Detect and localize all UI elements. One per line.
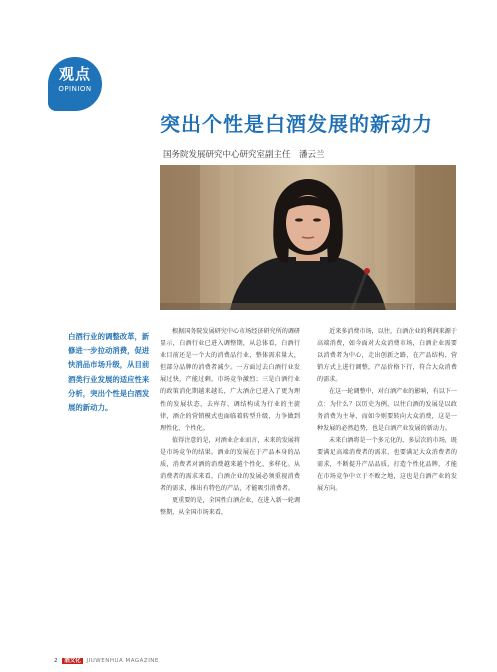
opinion-badge: [48, 57, 102, 111]
body-paragraph: 根据国务院发展研究中心市场经济研究所的调研显示，白酒行业已进入调整期，从总体看，白酒行业目前还是一个大的消费品行业，整体需求量大，但部分品牌的消费者减少。一方面过去白酒行业发展过快，产能过剩，市场竞争激烈；三是白酒行业的政策消化期越来越长，广大酒企已进入了更为理性的发展状态，去库存、调结构成为行业的主旋律，酒企的营销模式也面临着转型升级，力争做到理性化、个性化。: [160, 328, 300, 432]
page-footer: [54, 656, 159, 666]
page-number: 2: [54, 658, 58, 664]
body-column-2: [317, 326, 457, 495]
article-byline: 国务院发展研究中心研究室副主任 潘云兰: [163, 150, 325, 160]
article-title: 突出个性是白酒发展的新动力: [160, 112, 433, 136]
pull-quote: 白酒行业的调整改革，新修进一步拉动消费，促进快消品市场升级，从目前酒类行业发展的适应性来分析，突出个性是白酒发展的新动力。: [68, 332, 150, 413]
speaker-photo: [160, 165, 456, 310]
body-paragraph: 在这一轮调整中，对白酒产业的影响，有以下一点：为什么？以历史为例，以往白酒的发展是以政务消费为主导，而如今则要转向大众消费，这是一种发展的必然趋势，也是白酒产业发展的新动力。: [317, 388, 457, 432]
body-paragraph: 值得注意的是，对酒业企业而言，未来的发展将是市场竞争的结果。酒业的发展在于产品本身的品质，消费者对酒的消费越来越个性化、多样化。从消费者的需求来看，白酒企业的发展必须重视消费者的需求，推出有特色的产品，才能吸引消费者。: [160, 436, 300, 493]
speaker-photo-image: [160, 165, 456, 310]
body-column-1: [160, 326, 300, 520]
magazine-english-name: JIUWENHUA MAGAZINE: [86, 658, 159, 664]
body-paragraph: 更重要的是，全国性白酒企业，在进入新一轮调整期，从全国市场来看，: [160, 497, 300, 517]
body-paragraph: 近来多消费市场，以往，白酒企业的利润来源于高端消费，如今面对大众消费市场，白酒企业需要以消费者为中心，走出创新之路，在产品结构、营销方式上进行调整，产品价格下行，符合大众消费的需求。: [317, 328, 457, 384]
badge-chinese-label: 观点: [58, 65, 91, 83]
body-paragraph: 未来白酒将是一个多元化的、多层次的市场，既要满足高端消费者的需求，也要满足大众消费者的需求，不断提升产品品质，打造个性化品牌，才能在市场竞争中立于不败之地，这也是白酒产业的发展方向。: [317, 436, 457, 493]
badge-english-label: OPINION: [58, 85, 92, 93]
magazine-tag: 酒文化: [64, 658, 81, 664]
